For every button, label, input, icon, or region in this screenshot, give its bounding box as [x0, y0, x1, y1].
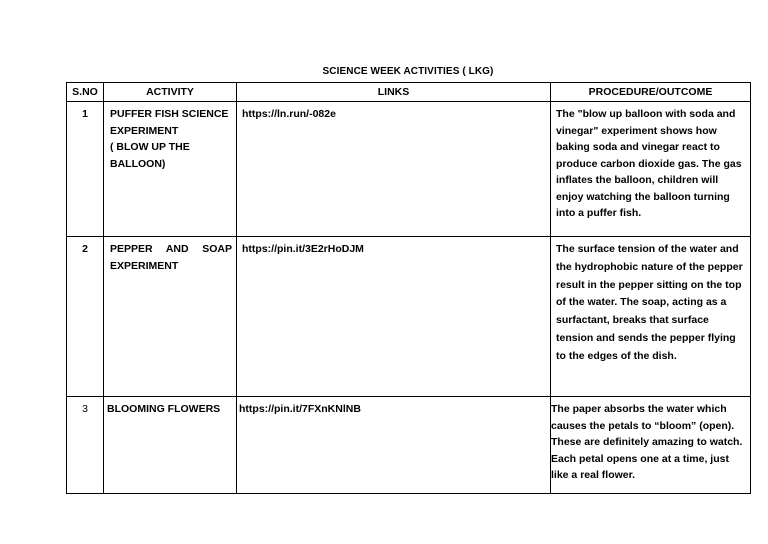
row-activity	[104, 102, 237, 237]
header-procedure: PROCEDURE/OUTCOME	[551, 83, 751, 102]
row-link[interactable]: https://pin.it/7FXnKNlNB	[237, 397, 551, 494]
activity-line: ( BLOW UP THE	[110, 141, 190, 153]
header-sno: S.NO	[67, 83, 104, 102]
header-links: LINKS	[237, 83, 551, 102]
row-activity	[104, 237, 237, 397]
activity-line: EXPERIMENT	[110, 124, 179, 137]
activity-line: BALLOON)	[110, 157, 166, 170]
table-row	[67, 397, 751, 494]
row-procedure: The surface tension of the water and the hydrophobic nature of the pepper result in the pepper sitting on the top of the water. The soap, acting as a surfactant, breaks that surface tension and sends the pepper flying to the edges of the dish.	[551, 237, 751, 397]
row-link[interactable]: https://pin.it/3E2rHoDJM	[237, 237, 551, 397]
table-row	[67, 237, 751, 397]
header-activity: ACTIVITY	[104, 83, 237, 102]
row-activity: BLOOMING FLOWERS	[104, 397, 237, 494]
table-row	[67, 102, 751, 237]
activity-line: EXPERIMENT	[110, 259, 179, 272]
row-sno: 2	[67, 237, 104, 397]
document-title: SCIENCE WEEK ACTIVITIES ( LKG)	[322, 66, 494, 77]
row-procedure: The paper absorbs the water which causes the petals to “bloom” (open). These are definitely amazing to watch. Each petal opens one at a time, just like a real flower.	[551, 397, 751, 494]
row-sno: 3	[67, 397, 104, 494]
activity-line: PEPPER AND SOAP	[110, 243, 232, 255]
activity-line: PUFFER FISH SCIENCE	[110, 108, 229, 120]
row-link[interactable]: https://ln.run/-082e	[237, 102, 551, 237]
table-header-row	[67, 83, 751, 102]
activities-table	[66, 82, 751, 494]
row-procedure: The "blow up balloon with soda and vinegar" experiment shows how baking soda and vinegar react to produce carbon dioxide gas. The gas inflates the balloon, children will enjoy watching the balloon turning into a puffer fish.	[551, 102, 751, 237]
row-sno: 1	[67, 102, 104, 237]
